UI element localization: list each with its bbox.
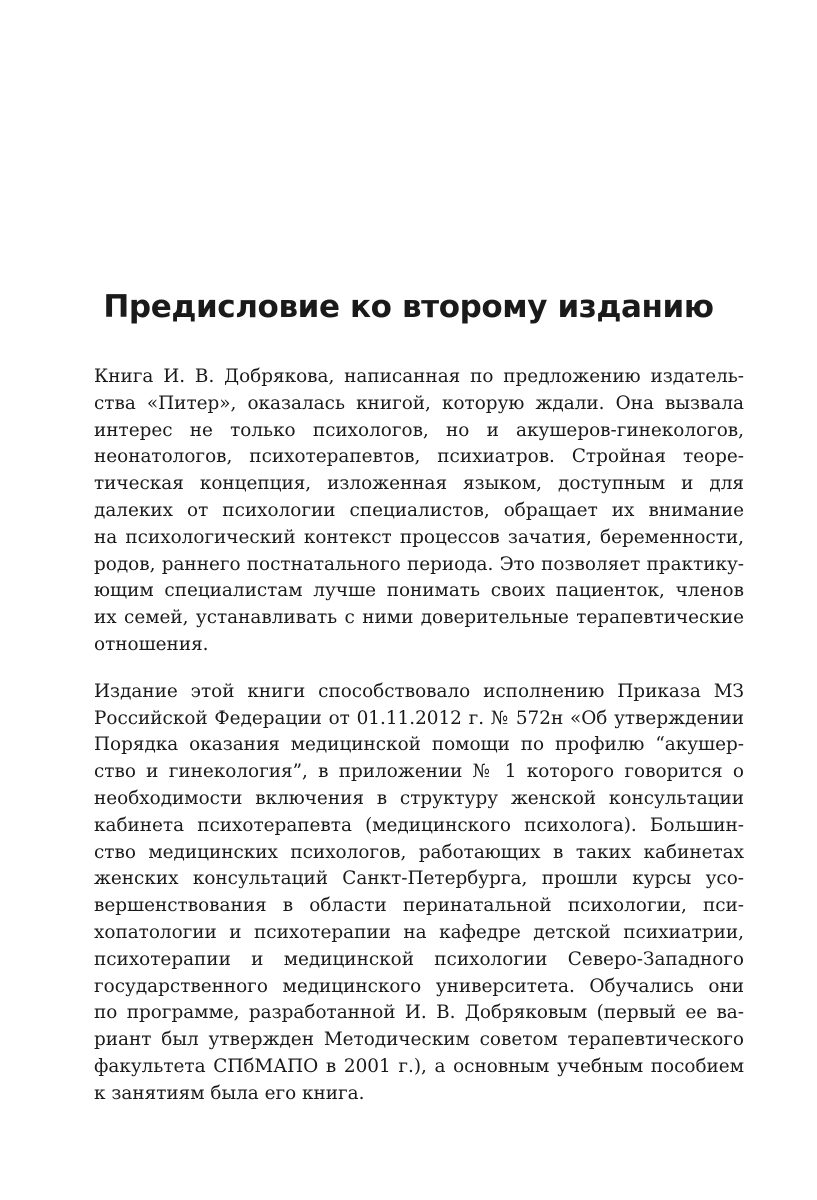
text-line: Издание этой книги способствовало исполнению Приказа МЗ <box>94 680 744 702</box>
text-line: Российской Федерации от 01.11.2012 г. № 572н «Об утверждении <box>94 707 744 729</box>
text-line: ства «Питер», оказалась книгой, которую ждали. Она вызвала <box>94 392 744 414</box>
text-line: ство и гинекология”, в приложении № 1 которого говорится о <box>94 761 744 783</box>
text-line: женских консультаций Санкт-Петербурга, прошли курсы усо- <box>94 868 744 890</box>
text-line: далеких от психологии специалистов, обращает их внимание <box>94 499 744 521</box>
text-line: отношения. <box>94 633 209 655</box>
text-line: факультета СПбМАПО в 2001 г.), а основным учебным пособием <box>94 1055 744 1077</box>
text-line: по программе, разработанной И. В. Добряковым (первый ее ва- <box>94 1002 744 1024</box>
text-line: Порядка оказания медицинской помощи по профилю “акушер- <box>94 734 744 756</box>
body-text <box>94 364 744 1128</box>
text-line: хопатологии и психотерапии на кафедре детской психиатрии, <box>94 921 744 943</box>
text-line: ющим специалистам лучше понимать своих пациенток, членов <box>94 580 744 602</box>
text-line: психотерапии и медицинской психологии Северо-Западного <box>94 948 744 970</box>
text-line: Книга И. В. Добрякова, написанная по предложению издатель- <box>94 366 744 387</box>
text-line: на психологический контекст процессов зачатия, беременности, <box>94 526 744 548</box>
text-line: вершенствования в области перинатальной психологии, пси- <box>94 895 744 917</box>
paragraph-1 <box>94 364 744 659</box>
text-line: тическая концепция, изложенная языком, доступным и для <box>94 473 744 495</box>
text-line: государственного медицинского университета. Обучались они <box>94 975 744 997</box>
text-line: риант был утвержден Методическим советом терапевтического <box>94 1029 744 1051</box>
text-line: интерес не только психологов, но и акушеров-гинекологов, <box>94 419 744 441</box>
text-line: их семей, устанавливать с ними доверительные терапевтические <box>94 607 744 629</box>
text-line: необходимости включения в структуру женской консультации <box>94 787 744 809</box>
text-line: родов, раннего постнатального периода. Это позволяет практику- <box>94 553 744 575</box>
paragraph-2 <box>94 679 744 1108</box>
text-line: к занятиям была его книга. <box>94 1082 365 1104</box>
text-line: кабинета психотерапевта (медицинского психолога). Большин- <box>94 814 744 836</box>
page-title: Предисловие ко второму изданию <box>103 289 714 325</box>
text-line: неонатологов, психотерапевтов, психиатров. Стройная теоре- <box>94 446 744 468</box>
text-line: ство медицинских психологов, работающих в таких кабинетах <box>94 841 744 863</box>
